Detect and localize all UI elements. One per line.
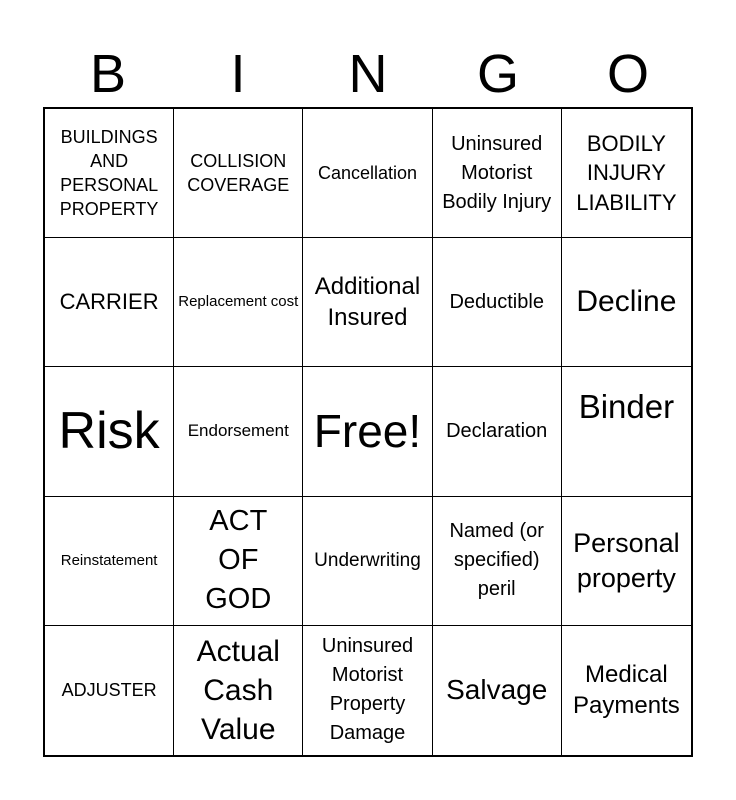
bingo-cell[interactable]: Medical Payments xyxy=(573,661,680,720)
bingo-cell[interactable]: BUILDINGS AND PERSONAL PROPERTY xyxy=(45,109,174,238)
bingo-cell[interactable]: Replacement cost xyxy=(174,238,303,367)
bingo-cell[interactable]: Named (or specified) peril xyxy=(433,497,562,626)
bingo-cell[interactable]: Cancellation xyxy=(303,109,432,238)
header-letter-b: B xyxy=(89,44,127,104)
bingo-cell[interactable]: Actual Cash Value xyxy=(174,626,303,755)
bingo-cell[interactable]: ACT OF GOD xyxy=(174,497,303,626)
bingo-cell[interactable]: COLLISION COVERAGE xyxy=(174,109,303,238)
bingo-cell[interactable]: CARRIER xyxy=(45,238,174,367)
bingo-header xyxy=(43,40,693,108)
header-letter-n: N xyxy=(348,44,388,104)
header-letter-i: I xyxy=(230,44,246,104)
bingo-cell[interactable]: Risk xyxy=(45,367,174,496)
bingo-cell[interactable]: Underwriting xyxy=(303,497,432,626)
bingo-cell[interactable]: Uninsured Motorist Property Damage xyxy=(303,626,432,755)
bingo-cell[interactable]: Reinstatement xyxy=(45,497,174,626)
bingo-cell[interactable]: Decline xyxy=(562,238,691,367)
bingo-cell[interactable]: Declaration xyxy=(433,367,562,496)
bingo-cell[interactable]: Additional Insured xyxy=(303,238,432,367)
bingo-cell: Free! xyxy=(303,367,432,496)
bingo-cell[interactable]: BODILY INJURY LIABILITY xyxy=(562,109,691,238)
bingo-cell[interactable]: Personal property xyxy=(562,497,691,626)
bingo-board xyxy=(43,107,693,757)
bingo-cell[interactable]: Deductible xyxy=(433,238,562,367)
bingo-cell[interactable]: Binder xyxy=(562,367,691,496)
bingo-cell[interactable]: Salvage xyxy=(433,626,562,755)
header-letter-o: O xyxy=(606,44,649,104)
bingo-cell[interactable]: ADJUSTER xyxy=(45,626,174,755)
bingo-cell[interactable]: Endorsement xyxy=(174,367,303,496)
bingo-cell[interactable]: Uninsured Motorist Bodily Injury xyxy=(433,109,562,238)
header-letter-g: G xyxy=(476,44,519,104)
